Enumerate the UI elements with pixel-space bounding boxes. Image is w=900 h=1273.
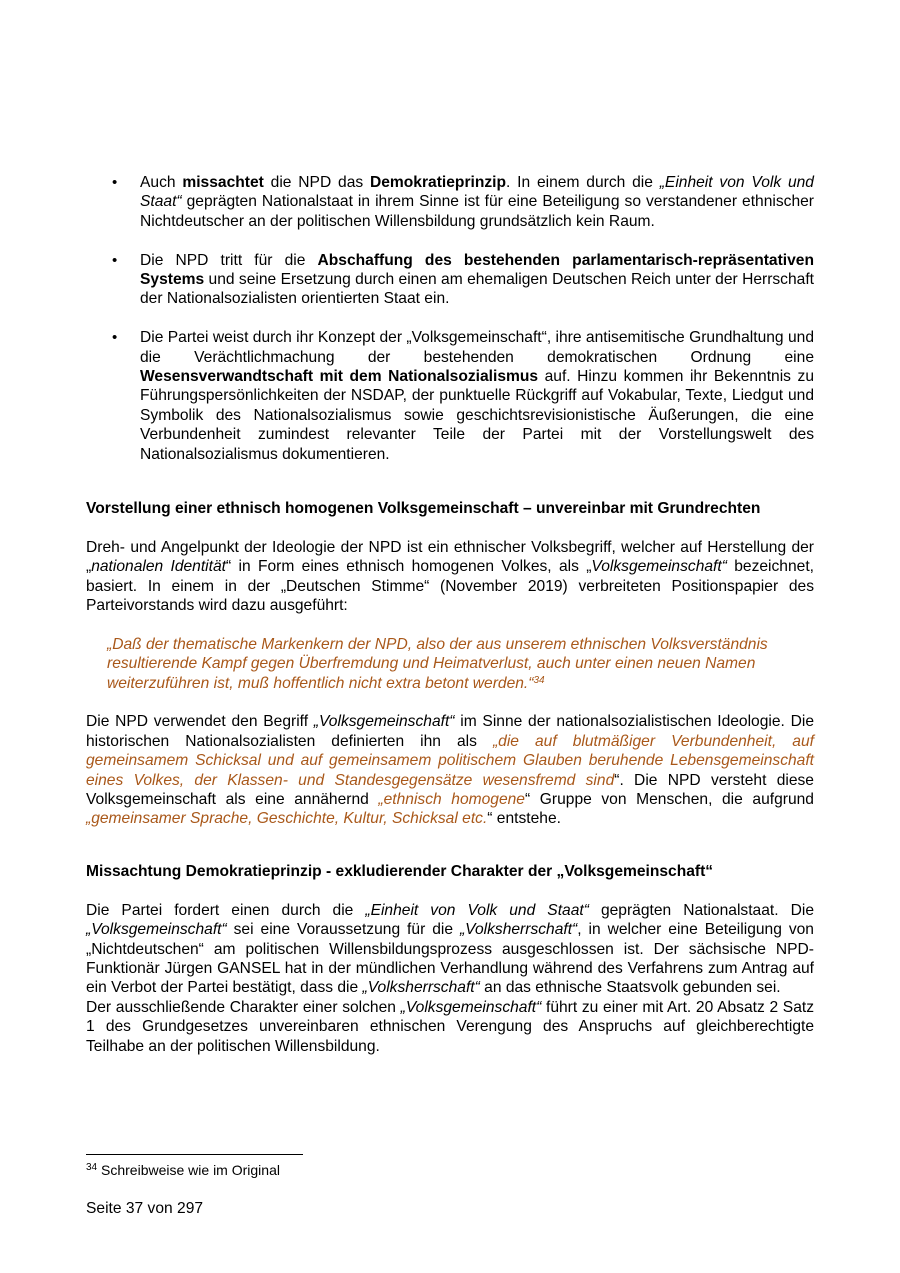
block-quote: „Daß der thematische Markenkern der NPD, also der aus unserem ethnischen Volksverständnis resultierende Kampf gegen Überfremdung und Heimatverlust, auch unter einen neuen Namen weiterzuführen ist, muß hoffentlich nicht extra betont werden.“$^{34}$ [107, 635, 768, 692]
section-demokratieprinzip [86, 862, 814, 1056]
section-heading: Vorstellung einer ethnisch homogenen Volksgemeinschaft – unvereinbar mit Grundrechten [86, 500, 761, 517]
bullet-icon: • [112, 174, 118, 191]
footnote-number: 34 [86, 1162, 98, 1173]
footnote: $^{34}$ Schreibweise wie im Original [86, 1162, 280, 1178]
bullet-list [0, 173, 900, 483]
footnote-ref: 34 [533, 674, 545, 686]
section-heading: Missachtung Demokratieprinzip - exkludierender Charakter der „Volksgemeinschaft“ [86, 863, 714, 880]
footnote-divider [86, 1154, 303, 1155]
paragraph: Die Partei fordert einen durch die „Einheit von Volk und Staat“ geprägten Nationalstaat. Die „Volksgemeinschaft“ sei eine Voraussetzung für die „Volksherrschaft“, in welcher eine Beteiligung von „Nichtdeutschen“ am politischen Willensbildungsprozess ausgeschlossen ist. Der sächsische NPD-Funktionär Jürgen GANSEL hat in der mündlichen Verhandlung während des Verfahrens zum Antrag auf ein Verbot der Partei bestätigt, dass die „Volksherrschaft“ an das ethnische Staatsvolk gebunden sei. [86, 901, 814, 997]
paragraph: Dreh- und Angelpunkt der Ideologie der NPD ist ein ethnischer Volksbegriff, welcher auf Herstellung der „nationalen Identität“ in Form eines ethnisch homogenen Volkes, als „Volksgemeinschaft“ bezeichnet, basiert. In einem in der „Deutschen Stimme“ (November 2019) verbreiteten Positionspapier des Parteivorstands wird dazu ausgeführt: [86, 538, 814, 615]
paragraph: Der ausschließende Charakter einer solchen „Volksgemeinschaft“ führt zu einer mit Art. 20 Absatz 2 Satz 1 des Grundgesetzes unvereinbaren ethnischen Verengung des Anspruchs auf gleichberechtigte Teilhabe an der politischen Willensbildung. [86, 998, 814, 1055]
bullet-icon: • [112, 251, 118, 269]
page-number: Seite 37 von 297 [86, 1200, 204, 1217]
bullet-item: • Auch missachtet die NPD das Demokratieprinzip. In einem durch die „Einheit von Volk und Staat“ geprägten Nationalstaat in ihrem Sinne ist für eine Beteiligung so verstandener ethnischer Nichtdeutscher an der politischen Willensbildung grundsätzlich kein Raum. [112, 174, 814, 230]
section-volksgemeinschaft [86, 499, 814, 829]
bullet-icon: • [112, 329, 118, 347]
bullet-item: • Die Partei weist durch ihr Konzept der „Volksgemeinschaft“, ihre antisemitische Grundhaltung und die Verächtlichmachung der bestehenden demokratischen Ordnung eine Wesensverwandtschaft mit dem Nationalsozialismus auf. Hinzu kommen ihr Bekenntnis zu Führungspersönlichkeiten der NSDAP, der punktuelle Rückgriff auf Vokabular, Texte, Liedgut und Symbolik des Nationalsozialismus sowie geschichtsrevisionistische Äußerungen, die eine Verbundenheit zumindest relevanter Teile der Partei mit der Vorstellungswelt des Nationalsozialismus dokumentieren. [112, 329, 814, 463]
bullet-item: • Die NPD tritt für die Abschaffung des bestehenden parlamentarisch-repräsentativen Systems und seine Ersetzung durch einen am ehemaligen Deutschen Reich unter der Herrschaft der Nationalsozialisten orientierten Staat ein. [112, 251, 814, 308]
paragraph: Die NPD verwendet den Begriff „Volksgemeinschaft“ im Sinne der nationalsozialistischen Ideologie. Die historischen Nationalsozialisten definierten ihn als „die auf blutmäßiger Verbundenheit, auf gemeinsamem Schicksal und auf gemeinsamem politischem Glauben beruhende Lebensgemeinschaft eines Volkes, der Klassen- und Standesgegensätze wesensfremd sind“. Die NPD versteht diese Volksgemeinschaft als eine annähernd „ethnisch homogene“ Gruppe von Menschen, die aufgrund „gemeinsamer Sprache, Geschichte, Kultur, Schicksal etc.“ entstehe. [86, 713, 815, 828]
